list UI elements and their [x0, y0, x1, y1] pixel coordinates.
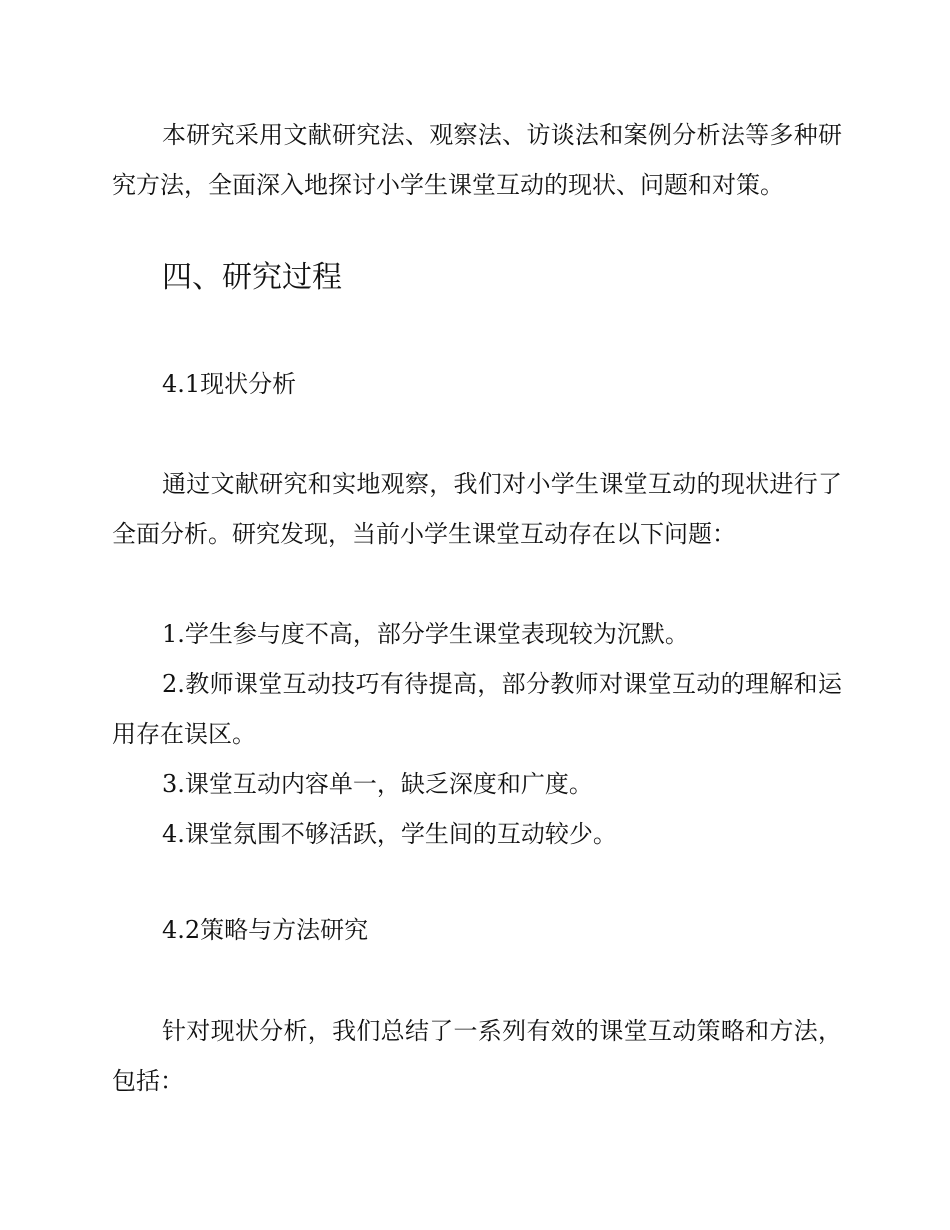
strategies-paragraph-block — [112, 1006, 842, 1106]
methods-paragraph: 本研究采用文献研究法、观察法、访谈法和案例分析法等多种研究方法，全面深入地探讨小学生课堂互动的现状、问题和对策。 — [112, 121, 842, 199]
list-item: 1.学生参与度不高，部分学生课堂表现较为沉默。 — [162, 620, 689, 648]
strategies-paragraph: 针对现状分析，我们总结了一系列有效的课堂互动策略和方法，包括： — [112, 1017, 842, 1095]
status-paragraph-block — [112, 459, 842, 559]
subsection-heading-strategies: 4.2策略与方法研究 — [162, 916, 369, 944]
list-item: 4.课堂氛围不够活跃，学生间的互动较少。 — [162, 820, 617, 848]
list-item: 2.教师课堂互动技巧有待提高，部分教师对课堂互动的理解和运用存在误区。 — [112, 670, 842, 748]
list-item: 3.课堂互动内容单一，缺乏深度和广度。 — [162, 770, 593, 798]
problem-list — [112, 609, 842, 859]
section-heading: 四、研究过程 — [162, 260, 342, 295]
subsection-heading-status: 4.1现状分析 — [162, 370, 297, 398]
status-paragraph: 通过文献研究和实地观察，我们对小学生课堂互动的现状进行了全面分析。研究发现，当前小学生课堂互动存在以下问题： — [112, 470, 842, 548]
methods-paragraph-block — [112, 110, 842, 210]
